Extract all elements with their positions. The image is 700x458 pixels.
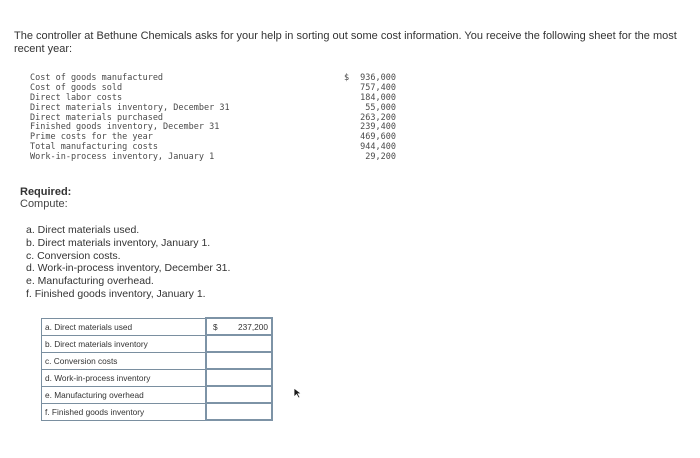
ledger-label: Finished goods inventory, December 31 <box>30 122 220 133</box>
problem-intro: The controller at Bethune Chemicals asks for your help in sorting out some cost information. You receive the following sheet for the most recent year: <box>14 30 677 55</box>
task-item: e. Manufacturing overhead. <box>26 275 154 288</box>
cost-sheet <box>30 74 402 163</box>
answer-label: a. Direct materials used <box>42 318 207 335</box>
task-item: c. Conversion costs. <box>26 249 121 262</box>
answer-label: d. Work-in-process inventory <box>42 369 207 386</box>
answer-label: b. Direct materials inventory <box>42 335 207 352</box>
answer-row <box>42 403 273 420</box>
required-section <box>20 186 71 210</box>
compute-label: Compute: <box>20 198 68 210</box>
answer-row <box>42 352 273 369</box>
answer-label: e. Manufacturing overhead <box>42 386 207 403</box>
ledger-amount: 55,000 <box>365 102 396 113</box>
mouse-cursor-icon <box>293 387 303 399</box>
ledger-label: Cost of goods sold <box>30 82 123 93</box>
ledger-amount: 944,400 <box>360 142 396 153</box>
ledger-label: Direct materials purchased <box>30 112 164 123</box>
answer-input-manufacturing-overhead[interactable] <box>206 386 272 403</box>
task-item: d. Work-in-process inventory, December 31. <box>26 262 231 275</box>
ledger-amount: 469,600 <box>360 132 396 143</box>
ledger-amount: 184,000 <box>360 92 396 103</box>
ledger-amount: 263,200 <box>360 112 396 123</box>
ledger-dollar-sign: $ <box>344 73 350 83</box>
task-item: f. Finished goods inventory, January 1. <box>26 287 206 300</box>
ledger-amount: 757,400 <box>360 82 396 93</box>
ledger-label: Work-in-process inventory, January 1 <box>30 152 215 163</box>
ledger-amount: 936,000 <box>360 73 396 83</box>
answer-input-finished-goods-inventory[interactable] <box>206 403 272 420</box>
ledger-row <box>30 153 402 163</box>
ledger-amount: 29,200 <box>365 152 396 163</box>
answer-table <box>41 317 273 421</box>
task-item: b. Direct materials inventory, January 1. <box>26 236 211 249</box>
required-heading: Required: <box>20 186 72 198</box>
answer-input-work-in-process-inventory[interactable] <box>206 369 272 386</box>
ledger-label: Direct labor costs <box>30 92 123 103</box>
answer-row <box>42 335 273 352</box>
task-list <box>26 224 230 301</box>
answer-row <box>42 386 273 403</box>
answer-value: 237,200 <box>238 322 268 332</box>
answer-input-conversion-costs[interactable] <box>206 352 272 369</box>
ledger-label: Direct materials inventory, December 31 <box>30 102 230 113</box>
ledger-label: Prime costs for the year <box>30 132 153 143</box>
ledger-label: Cost of goods manufactured <box>30 73 164 83</box>
task-item: a. Direct materials used. <box>26 224 140 236</box>
ledger-label: Total manufacturing costs <box>30 142 158 153</box>
answer-input-direct-materials-inventory[interactable] <box>206 335 272 352</box>
answer-row <box>42 318 273 335</box>
answer-label: c. Conversion costs <box>42 352 207 369</box>
answer-input-direct-materials-used[interactable] <box>206 318 272 335</box>
answer-row <box>42 369 273 386</box>
ledger-amount: 239,400 <box>360 122 396 133</box>
answer-label: f. Finished goods inventory <box>42 403 207 420</box>
currency-symbol: $ <box>213 322 218 332</box>
